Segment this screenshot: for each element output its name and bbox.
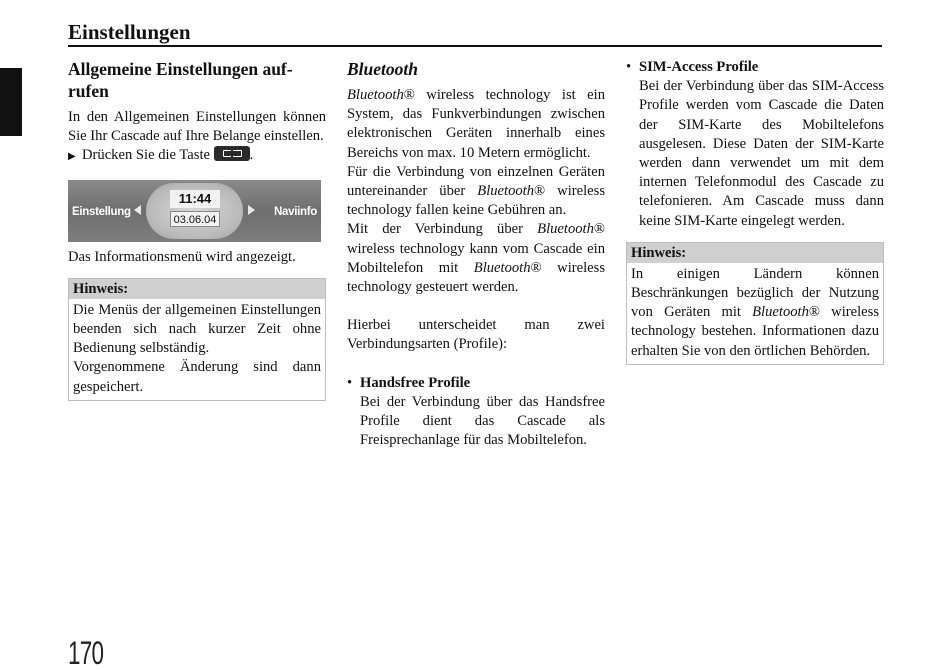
column-general-settings: [68, 58, 326, 401]
action-text: Drücken Sie die Taste: [82, 147, 210, 164]
bullet-sim-access-profile: [626, 58, 884, 231]
note-body-text-2: Vorgenommene Änderung sind dann gespeichert.: [73, 359, 321, 395]
section-heading-general-settings: [68, 58, 326, 102]
bluetooth-paragraph-3: [347, 220, 605, 297]
bluetooth-term: Bluetooth: [473, 259, 531, 276]
text-span: ® wireless technology bestehen. Informationen dazu erhalten Sie von den örtlichen Behörden.: [631, 304, 879, 359]
bluetooth-paragraph-1: [347, 86, 605, 163]
bluetooth-paragraph-4: Hierbei unterscheidet man zwei Verbindungsarten (Profile):: [347, 317, 605, 353]
arrow-left-icon: [134, 205, 141, 215]
page-number: 170: [68, 635, 104, 671]
text-span: ® wireless technology gesteuert werden.: [347, 259, 605, 296]
text-span: ® wireless technology fallen keine Gebühren an.: [347, 183, 606, 219]
text-span: Mit der Verbindung über: [347, 221, 538, 238]
display-right-label: Naviinfo: [274, 205, 317, 218]
page-title: Einstellungen: [68, 20, 191, 44]
note-body-text-1: Die Menüs der allgemeinen Einstellungen beenden sich nach kurzer Zeit ohne Bedienung selbständig.: [73, 301, 321, 357]
bullet-title: SIM-Access Profile: [639, 59, 759, 75]
note-box-bluetooth: [626, 242, 884, 365]
section-thumb-tab: [0, 68, 22, 136]
intro-paragraph: In den Allgemeinen Einstellungen können Sie Ihr Cascade auf Ihre Belange einstellen.: [68, 109, 326, 145]
heading-line-1: Allgemeine Einstellungen auf-: [68, 59, 293, 79]
bluetooth-term: Bluetooth: [752, 304, 809, 321]
bullet-title: Handsfree Profile: [360, 374, 471, 391]
column-sim-access: [626, 58, 884, 365]
bullet-text: Bei der Verbindung über das Handsfree Profile dient das Cascade als Freisprechanlage für das Mobiltelefon.: [360, 393, 605, 449]
action-step: [68, 146, 326, 166]
heading-line-2: rufen: [68, 81, 109, 101]
note-body-text: [631, 265, 879, 361]
display-time: 11:44: [170, 190, 220, 208]
display-left-label: Einstellung: [72, 205, 131, 218]
bullet-icon: •: [347, 374, 353, 391]
column-bluetooth: [347, 58, 605, 450]
bluetooth-term: Bluetooth: [537, 221, 594, 238]
arrow-right-icon: [248, 205, 255, 215]
note-title: Hinweis:: [69, 279, 325, 299]
bluetooth-paragraph-2: [347, 163, 605, 221]
bluetooth-term: Bluetooth: [477, 183, 535, 200]
note-box-general: [68, 278, 326, 401]
section-heading-bluetooth: Bluetooth: [347, 59, 418, 79]
text-span: ® wireless technology kann vom Cascade ein Mobiltelefon mit: [347, 221, 605, 276]
action-triangle-icon: ▶: [68, 151, 76, 163]
text-span: ® wireless technology ist ein System, das Funkverbindungen zwischen elektronischen Geräten innerhalb eines Bereichs von max. 10 Metern ermöglicht.: [347, 87, 605, 161]
note-body: [69, 299, 325, 400]
display-date: 03.06.04: [170, 211, 220, 227]
note-title: Hinweis:: [627, 243, 883, 263]
page-header: [68, 20, 882, 47]
info-menu-display: [68, 180, 321, 242]
text-span: Für die Verbindung von einzelnen Geräten untereinander über: [347, 163, 605, 200]
info-key-icon: [214, 146, 250, 161]
display-caption: Das Informationsmenü wird angezeigt.: [68, 248, 296, 265]
action-end: .: [249, 147, 254, 164]
text-span: In einigen Ländern können Beschränkungen bezüglich der Nutzung von Geräten mit: [631, 265, 879, 321]
bullet-handsfree-profile: [347, 374, 605, 451]
bullet-text: Bei der Verbindung über das SIM-Access Profile werden vom Cascade die Daten der SIM-Karte des Mobiltelefons ausgelesen. Diese Daten der SIM-Karte werden dann verwendet um mit dem internen Telefonmodul des Cascade zu telefonieren. Am Cascade muss dann keine SIM-Karte eingelegt werden.: [639, 78, 884, 229]
bullet-icon: •: [626, 59, 632, 75]
bluetooth-term: Bluetooth: [347, 87, 404, 103]
note-body: [627, 263, 883, 364]
